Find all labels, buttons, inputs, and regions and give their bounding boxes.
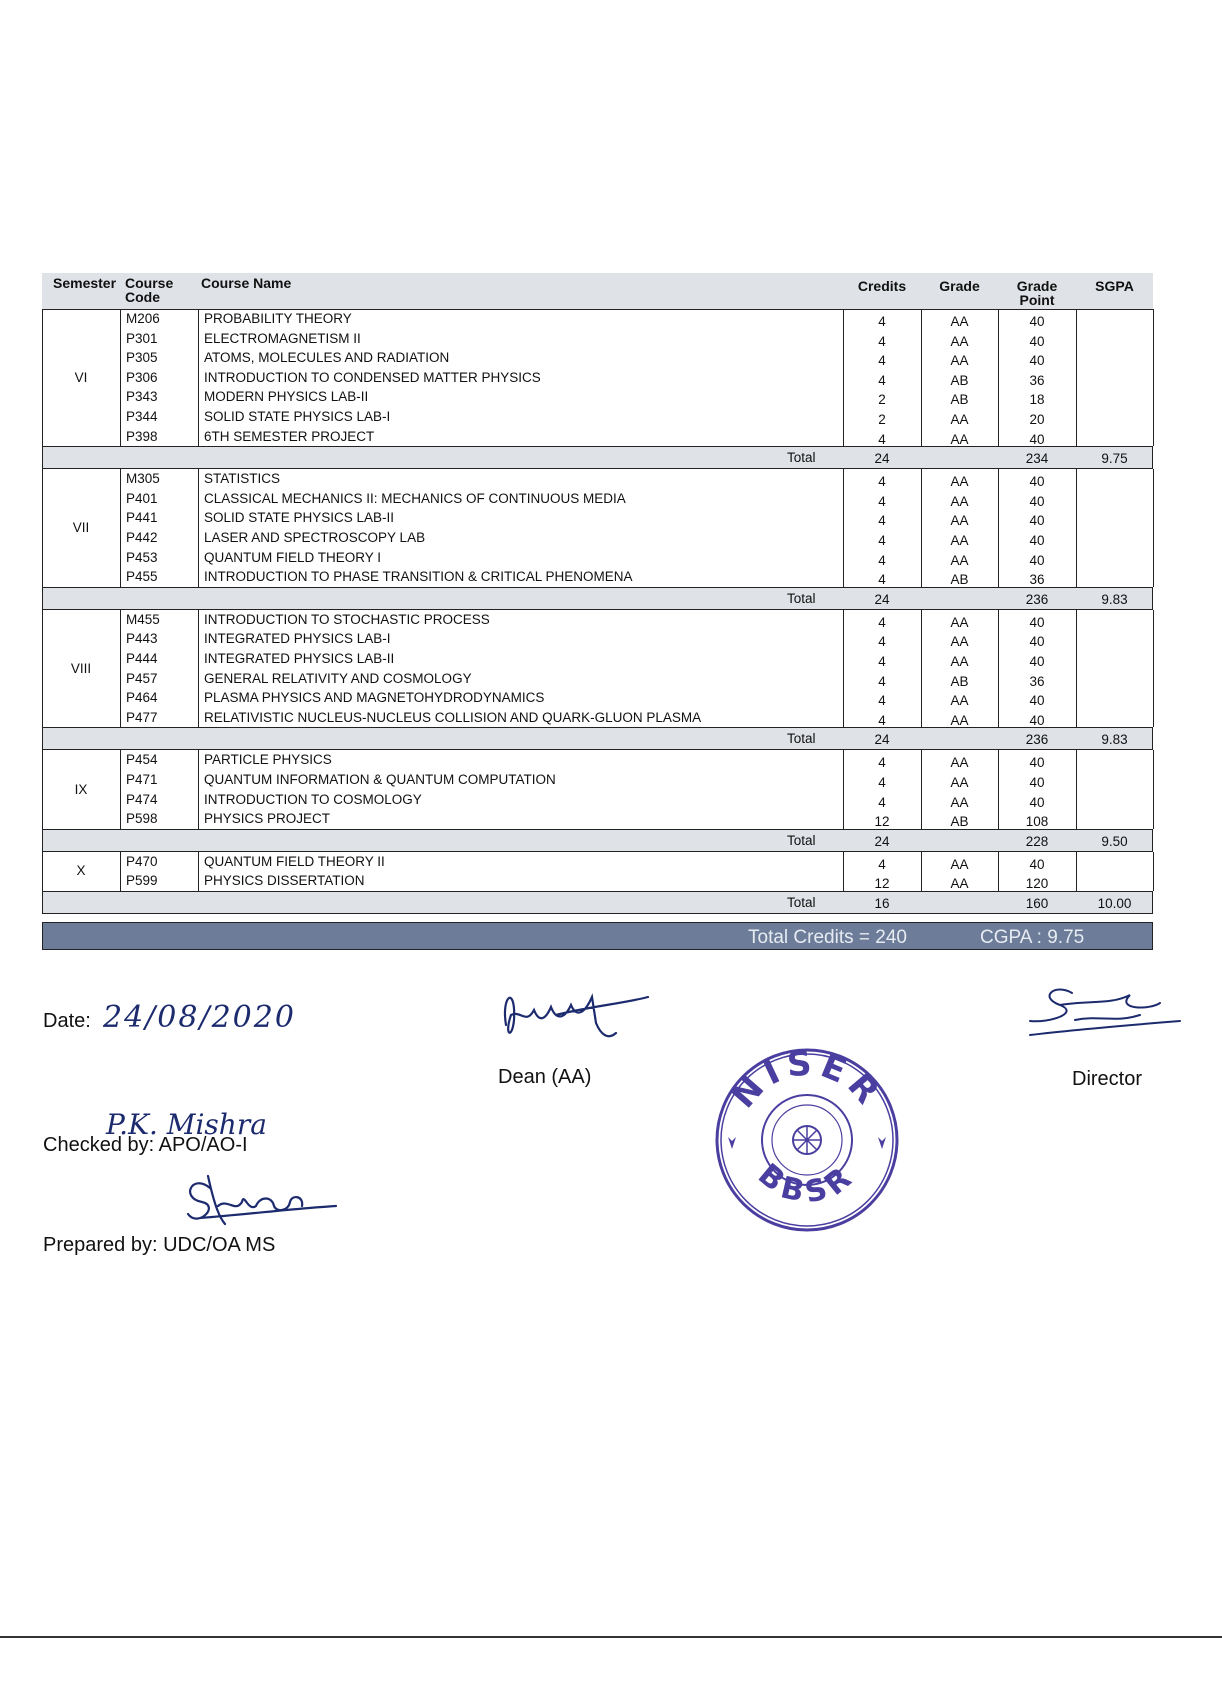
course-grade-point: 40 <box>1029 513 1045 529</box>
course-code: P477 <box>126 709 158 725</box>
course-name: PROBABILITY THEORY <box>204 311 352 326</box>
course-code: P598 <box>126 811 158 827</box>
course-grade: AA <box>950 412 969 427</box>
checked-by-label: Checked by: APO/AO-I <box>43 1134 248 1156</box>
course-code: M206 <box>126 311 160 326</box>
total-credits: 16 <box>874 896 890 911</box>
course-grade: AA <box>950 876 969 892</box>
course-code: P344 <box>126 409 158 424</box>
course-credits: 4 <box>878 552 886 568</box>
column-rule <box>42 610 43 728</box>
total-grade-points: 234 <box>1025 451 1049 467</box>
column-rule <box>198 469 199 587</box>
course-name: INTRODUCTION TO STOCHASTIC PROCESS <box>204 611 490 627</box>
column-rule <box>1076 852 1077 891</box>
course-name: STATISTICS <box>204 471 281 487</box>
course-credits: 4 <box>878 775 886 790</box>
course-grade: AA <box>950 552 969 568</box>
course-grade: AA <box>950 712 969 728</box>
course-code: P305 <box>126 350 158 366</box>
course-credits: 4 <box>878 634 886 650</box>
total-grade-points: 236 <box>1025 591 1049 607</box>
column-rule <box>998 750 999 828</box>
column-rule <box>998 469 999 587</box>
course-credits: 4 <box>878 614 886 630</box>
course-grade: AA <box>950 513 969 529</box>
prepared-by-label: Prepared by: UDC/OA MS <box>43 1234 276 1256</box>
course-name: PHYSICS PROJECT <box>204 811 331 827</box>
course-credits: 12 <box>874 876 890 892</box>
course-name: PARTICLE PHYSICS <box>204 752 332 768</box>
course-code: P464 <box>126 690 158 706</box>
course-code: P343 <box>126 389 158 405</box>
course-name: QUANTUM FIELD THEORY II <box>204 853 385 869</box>
course-code: P442 <box>126 530 158 545</box>
course-code: P599 <box>126 873 158 889</box>
course-grade: AA <box>950 333 969 349</box>
column-rule <box>921 750 922 828</box>
course-credits: 4 <box>878 654 886 669</box>
total-band <box>42 829 1153 852</box>
total-label: Total <box>787 450 816 466</box>
column-rule <box>120 309 121 446</box>
header-course-name: Course Name <box>201 275 292 291</box>
total-band <box>42 891 1153 914</box>
course-code: P471 <box>126 772 158 787</box>
sgpa-value: 9.75 <box>1101 451 1128 467</box>
course-credits: 2 <box>878 392 886 408</box>
svg-text:BBSR <box>751 1157 862 1211</box>
sgpa-value: 9.50 <box>1101 833 1128 849</box>
column-rule <box>998 610 999 728</box>
course-grade-point: 40 <box>1029 693 1045 709</box>
column-rule <box>921 852 922 891</box>
course-credits: 4 <box>878 474 886 490</box>
header-grade-point-text: Grade Point <box>1016 278 1058 308</box>
course-name: RELATIVISTIC NUCLEUS-NUCLEUS COLLISION AND QUARK-GLUON PLASMA <box>204 709 702 725</box>
course-name: SOLID STATE PHYSICS LAB-II <box>204 510 395 526</box>
course-credits: 4 <box>878 712 886 728</box>
column-rule <box>120 852 121 891</box>
column-rule <box>1153 852 1154 891</box>
column-rule <box>42 469 43 587</box>
total-credits: 24 <box>874 451 890 467</box>
column-rule <box>120 750 121 828</box>
column-rule <box>1153 750 1154 828</box>
total-band <box>42 727 1153 750</box>
course-name: INTRODUCTION TO PHASE TRANSITION & CRITICAL PHENOMENA <box>204 569 633 585</box>
course-code: P444 <box>126 651 158 666</box>
course-grade-point: 40 <box>1029 533 1045 548</box>
course-credits: 4 <box>878 794 886 810</box>
total-credits: 24 <box>874 833 890 849</box>
sgpa-value: 9.83 <box>1101 591 1128 607</box>
course-grade-point: 40 <box>1029 614 1045 630</box>
course-grade: AB <box>950 572 969 588</box>
header-grade-point <box>998 279 1076 307</box>
column-rule <box>120 469 121 587</box>
course-grade-point: 40 <box>1029 333 1045 349</box>
dean-signature <box>496 985 656 1055</box>
column-rule <box>921 469 922 587</box>
course-name: INTEGRATED PHYSICS LAB-I <box>204 631 391 647</box>
course-grade: AA <box>950 314 969 329</box>
column-rule <box>843 469 844 587</box>
sgpa-value: 9.83 <box>1101 732 1128 748</box>
total-grade-points: 236 <box>1025 732 1049 748</box>
course-credits: 4 <box>878 314 886 329</box>
course-code: P470 <box>126 853 158 869</box>
course-name: INTRODUCTION TO CONDENSED MATTER PHYSICS <box>204 369 541 385</box>
course-grade-point: 36 <box>1029 673 1045 689</box>
course-name: ATOMS, MOLECULES AND RADIATION <box>204 350 450 366</box>
course-code: P401 <box>126 490 158 506</box>
course-grade: AA <box>950 634 969 650</box>
total-band <box>42 587 1153 610</box>
column-rule <box>42 309 43 446</box>
director-label: Director <box>1072 1068 1143 1090</box>
total-band <box>42 446 1153 469</box>
course-grade-point: 40 <box>1029 314 1045 329</box>
course-grade-point: 40 <box>1029 654 1045 669</box>
header-grade: Grade <box>939 278 980 294</box>
course-code: P457 <box>126 670 158 686</box>
column-rule <box>1076 610 1077 728</box>
course-grade-point: 40 <box>1029 856 1045 872</box>
semester-label: IX <box>74 781 88 797</box>
course-code: P441 <box>126 510 158 526</box>
course-credits: 4 <box>878 856 886 872</box>
course-name: INTEGRATED PHYSICS LAB-II <box>204 651 395 666</box>
course-grade: AB <box>950 372 969 388</box>
column-rule <box>198 852 199 891</box>
course-code: P454 <box>126 752 158 768</box>
course-grade: AA <box>950 693 969 709</box>
total-credits-summary: Total Credits = 240 <box>748 927 907 948</box>
cgpa-summary: CGPA : 9.75 <box>980 927 1085 948</box>
course-credits: 4 <box>878 673 886 689</box>
prepared-signature <box>180 1168 340 1238</box>
course-grade: AA <box>950 654 969 669</box>
course-grade-point: 18 <box>1029 392 1045 408</box>
column-rule <box>198 610 199 728</box>
course-grade: AA <box>950 353 969 369</box>
column-rule <box>921 309 922 446</box>
header-sgpa: SGPA <box>1095 278 1134 294</box>
course-name: INTRODUCTION TO COSMOLOGY <box>204 791 422 807</box>
page-bottom-rule <box>0 1636 1222 1638</box>
total-label: Total <box>787 832 816 848</box>
header-course-code <box>125 276 187 304</box>
course-code: P443 <box>126 631 158 647</box>
course-grade: AA <box>950 431 969 447</box>
course-name: ELECTROMAGNETISM II <box>204 330 361 346</box>
dean-label: Dean (AA) <box>498 1066 592 1088</box>
course-grade: AB <box>950 392 969 408</box>
column-rule <box>42 750 43 828</box>
course-grade: AA <box>950 614 969 630</box>
course-grade-point: 36 <box>1029 372 1045 388</box>
seal-top-text: NISER <box>723 1045 891 1117</box>
column-rule <box>198 750 199 828</box>
course-credits: 4 <box>878 693 886 709</box>
semester-label: VIII <box>70 660 92 676</box>
course-code: P398 <box>126 428 158 444</box>
column-rule <box>1153 610 1154 728</box>
niser-seal <box>712 1045 902 1235</box>
course-grade: AB <box>950 814 969 830</box>
course-grade-point: 36 <box>1029 572 1045 588</box>
total-credits: 24 <box>874 591 890 607</box>
column-rule <box>1076 469 1077 587</box>
course-credits: 2 <box>878 412 886 427</box>
course-name: LASER AND SPECTROSCOPY LAB <box>204 530 426 545</box>
total-label: Total <box>787 731 816 747</box>
course-credits: 4 <box>878 353 886 369</box>
total-grade-points: 160 <box>1025 896 1049 911</box>
course-grade: AB <box>950 673 969 689</box>
seal-bottom-text: BBSR <box>751 1157 863 1211</box>
column-rule <box>843 610 844 728</box>
date-value: 24/08/2020 <box>103 1000 296 1035</box>
total-grade-points: 228 <box>1025 833 1049 849</box>
course-grade: AA <box>950 755 969 771</box>
column-rule <box>998 309 999 446</box>
course-code: M305 <box>126 471 160 487</box>
course-code: P306 <box>126 369 158 385</box>
course-credits: 4 <box>878 431 886 447</box>
column-rule <box>1076 750 1077 828</box>
course-code: P301 <box>126 330 158 346</box>
course-credits: 4 <box>878 513 886 529</box>
course-grade-point: 40 <box>1029 552 1045 568</box>
semester-label: VII <box>72 520 90 535</box>
course-grade-point: 40 <box>1029 634 1045 650</box>
course-name: 6TH SEMESTER PROJECT <box>204 428 375 444</box>
course-credits: 4 <box>878 333 886 349</box>
column-rule <box>42 852 43 891</box>
checked-signature: P.K. Mishra <box>106 1108 267 1141</box>
course-grade-point: 40 <box>1029 712 1045 728</box>
course-credits: 12 <box>874 814 890 830</box>
header-course-code-text: Course Code <box>125 275 174 305</box>
column-rule <box>921 610 922 728</box>
column-rule <box>1153 469 1154 587</box>
course-grade-point: 40 <box>1029 755 1045 771</box>
course-credits: 4 <box>878 755 886 771</box>
course-grade: AA <box>950 474 969 490</box>
course-code: M455 <box>126 611 160 627</box>
course-grade-point: 40 <box>1029 775 1045 790</box>
course-grade-point: 40 <box>1029 474 1045 490</box>
course-grade-point: 20 <box>1029 412 1045 427</box>
course-code: P455 <box>126 569 158 585</box>
sgpa-value: 10.00 <box>1097 896 1132 911</box>
semester-label: X <box>76 863 86 879</box>
semester-label: VI <box>74 369 88 385</box>
course-name: QUANTUM INFORMATION & QUANTUM COMPUTATION <box>204 772 556 787</box>
header-credits: Credits <box>857 278 907 294</box>
course-name: PHYSICS DISSERTATION <box>204 873 365 889</box>
course-credits: 4 <box>878 372 886 388</box>
course-name: MODERN PHYSICS LAB-II <box>204 389 369 405</box>
table-top-rule <box>42 309 1153 310</box>
course-grade: AA <box>950 775 969 790</box>
director-signature <box>1020 975 1190 1045</box>
course-grade: AA <box>950 493 969 509</box>
course-grade-point: 40 <box>1029 794 1045 810</box>
course-name: PLASMA PHYSICS AND MAGNETOHYDRODYNAMICS <box>204 690 545 706</box>
course-name: SOLID STATE PHYSICS LAB-I <box>204 409 391 424</box>
total-label: Total <box>787 895 816 910</box>
header-semester: Semester <box>53 275 117 291</box>
course-credits: 4 <box>878 533 886 548</box>
course-grade-point: 40 <box>1029 431 1045 447</box>
course-grade-point: 40 <box>1029 493 1045 509</box>
course-grade-point: 40 <box>1029 353 1045 369</box>
course-credits: 4 <box>878 493 886 509</box>
course-name: QUANTUM FIELD THEORY I <box>204 549 382 565</box>
course-credits: 4 <box>878 572 886 588</box>
course-code: P453 <box>126 549 158 565</box>
date-label: Date: <box>43 1010 91 1032</box>
column-rule <box>843 750 844 828</box>
course-name: CLASSICAL MECHANICS II: MECHANICS OF CONTINUOUS MEDIA <box>204 490 626 506</box>
column-rule <box>843 309 844 446</box>
column-rule <box>998 852 999 891</box>
course-grade: AA <box>950 533 969 548</box>
total-label: Total <box>787 590 816 606</box>
column-rule <box>120 610 121 728</box>
course-code: P474 <box>126 791 158 807</box>
course-name: GENERAL RELATIVITY AND COSMOLOGY <box>204 670 472 686</box>
column-rule <box>1076 309 1077 446</box>
course-grade-point: 108 <box>1025 814 1049 830</box>
column-rule <box>843 852 844 891</box>
column-rule <box>198 309 199 446</box>
column-rule <box>1153 309 1154 446</box>
course-grade: AA <box>950 856 969 872</box>
course-grade-point: 120 <box>1025 876 1049 892</box>
total-credits: 24 <box>874 732 890 748</box>
course-grade: AA <box>950 794 969 810</box>
